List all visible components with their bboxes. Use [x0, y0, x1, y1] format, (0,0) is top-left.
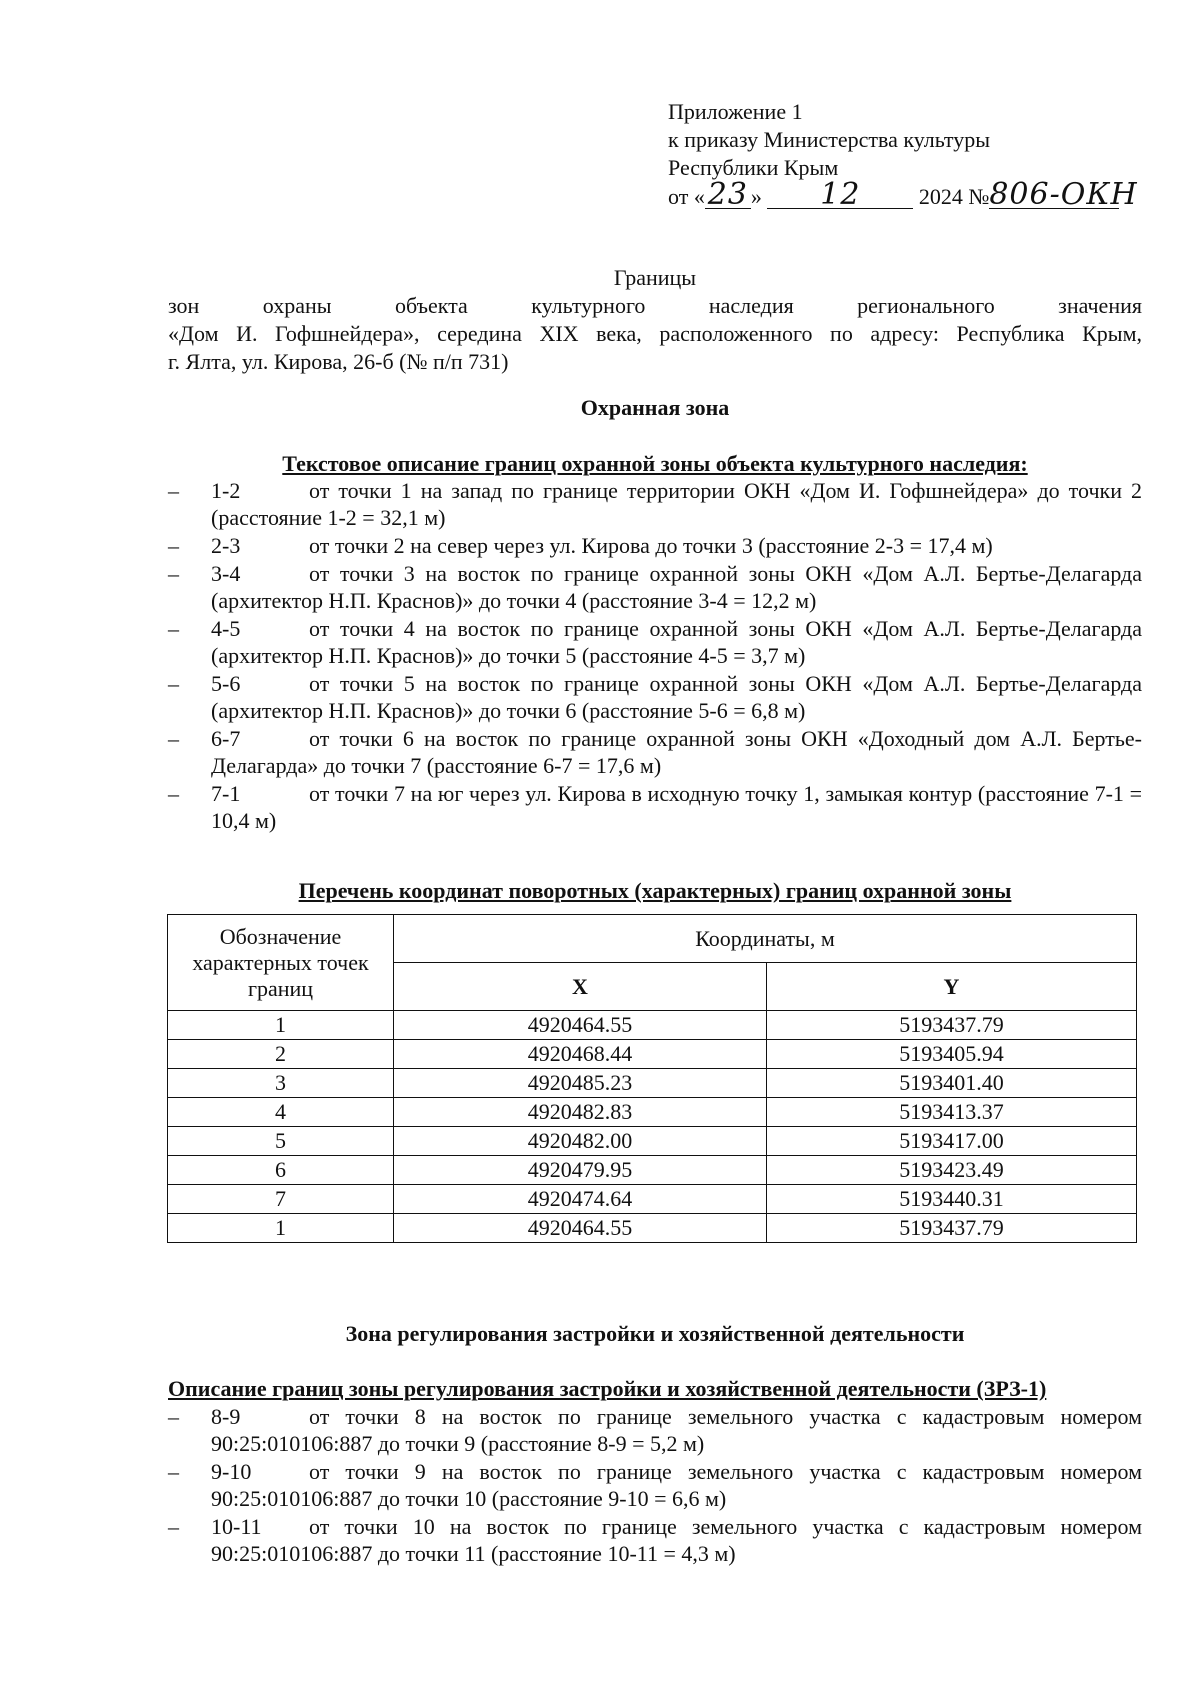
cell-point: 6	[168, 1156, 394, 1185]
protected-zone-heading: Охранная зона	[580, 395, 730, 420]
segment-code: 8-9	[211, 1404, 241, 1429]
cell-y: 5193413.37	[767, 1098, 1137, 1127]
list-item: – 1-2 от точки 1 на запад по границе территории ОКН «Дом И. Гофшнейдера» до точки 2 (расстояние 1-2 = 32,1 м)	[168, 478, 1142, 530]
cell-x: 4920482.00	[394, 1127, 767, 1156]
table-row	[168, 1040, 1137, 1069]
list-item: – 3-4 от точки 3 на восток по границе охранной зоны ОКН «Дом А.Л. Бертье-Делагарда (архитектор Н.П. Краснов)» до точки 4 (расстояние 3-4 = 12,2 м)	[168, 561, 1142, 613]
segment-code: 2-3	[211, 533, 241, 558]
regulation-zone-heading: Зона регулирования застройки и хозяйственной деятельности	[345, 1321, 965, 1346]
segment-text: от точки 4 на восток по границе охранной зоны ОКН «Дом А.Л. Бертье-Делагарда (архитектор Н.П. Краснов)» до точки 5 (расстояние 4-5 = 3,7 м)	[211, 616, 1142, 668]
cell-y: 5193401.40	[767, 1069, 1137, 1098]
list-item: – 7-1 от точки 7 на юг через ул. Кирова в исходную точку 1, замыкая контур (расстояние 7-1 = 10,4 м)	[168, 781, 1142, 833]
title-line-3: «Дом И. Гофшнейдера», середина XIX века, расположенного по адресу: Республика Крым,	[168, 321, 1142, 346]
segment-text: от точки 7 на юг через ул. Кирова в исходную точку 1, замыкая контур (расстояние 7-1 = 10,4 м)	[211, 781, 1142, 833]
date-mid: »	[750, 184, 762, 209]
title-line-2: зон охраны объекта культурного наследия регионального значения	[168, 293, 1142, 318]
date-day: 23	[705, 182, 751, 209]
list-item: – 5-6 от точки 5 на восток по границе охранной зоны ОКН «Дом А.Л. Бертье-Делагарда (архитектор Н.П. Краснов)» до точки 6 (расстояние 5-6 = 6,8 м)	[168, 671, 1142, 723]
cell-point: 1	[168, 1214, 394, 1243]
segment-text: от точки 6 на восток по границе охранной зоны ОКН «Доходный дом А.Л. Бертье-Делагарда» до точки 7 (расстояние 6-7 = 17,6 м)	[211, 726, 1142, 778]
coordinates-table	[167, 914, 1137, 1243]
date-month: 12	[767, 182, 913, 209]
cell-point: 2	[168, 1040, 394, 1069]
list-item: – 2-3 от точки 2 на север через ул. Кирова до точки 3 (расстояние 2-3 = 17,4 м)	[168, 533, 993, 558]
segment-text: от точки 1 на запад по границе территории ОКН «Дом И. Гофшнейдера» до точки 2 (расстояние 1-2 = 32,1 м)	[211, 478, 1142, 530]
cell-x: 4920464.55	[394, 1214, 767, 1243]
cell-y: 5193423.49	[767, 1156, 1137, 1185]
segment-text: от точки 9 на восток по границе земельного участка с кадастровым номером 90:25:010106:887 до точки 10 (расстояние 9-10 = 6,6 м)	[211, 1459, 1142, 1511]
cell-x: 4920464.55	[394, 1011, 767, 1040]
cell-y: 5193440.31	[767, 1185, 1137, 1214]
segment-text: от точки 8 на восток по границе земельного участка с кадастровым номером 90:25:010106:887 до точки 9 (расстояние 8-9 = 5,2 м)	[211, 1404, 1142, 1456]
coordinates-table-heading: Перечень координат поворотных (характерных) границ охранной зоны	[298, 878, 1012, 903]
segment-code: 1-2	[211, 478, 241, 503]
table-row	[168, 1214, 1137, 1243]
regulation-zone-list	[168, 1403, 1142, 1568]
cell-point: 1	[168, 1011, 394, 1040]
table-header-coordinates: Координаты, м	[394, 915, 1137, 963]
cell-x: 4920479.95	[394, 1156, 767, 1185]
cell-x: 4920485.23	[394, 1069, 767, 1098]
list-item: – 4-5 от точки 4 на восток по границе охранной зоны ОКН «Дом А.Л. Бертье-Делагарда (архитектор Н.П. Краснов)» до точки 5 (расстояние 4-5 = 3,7 м)	[168, 616, 1142, 668]
table-row	[168, 1098, 1137, 1127]
list-item: – 6-7 от точки 6 на восток по границе охранной зоны ОКН «Доходный дом А.Л. Бертье-Делагарда» до точки 7 (расстояние 6-7 = 17,6 м)	[168, 726, 1142, 778]
table-row	[168, 1011, 1137, 1040]
list-item: – 9-10 от точки 9 на восток по границе земельного участка с кадастровым номером 90:25:010106:887 до точки 10 (расстояние 9-10 = 6,6 м)	[168, 1459, 1142, 1511]
annex-line-2: к приказу Министерства культуры	[668, 127, 991, 152]
cell-y: 5193437.79	[767, 1214, 1137, 1243]
annex-header	[668, 98, 1138, 210]
year-number-prefix: 2024 №	[918, 184, 990, 209]
annex-line-3: Республики Крым	[668, 155, 839, 180]
segment-code: 6-7	[211, 726, 241, 751]
protected-zone-text-heading: Текстовое описание границ охранной зоны объекта культурного наследия:	[282, 451, 1028, 476]
cell-x: 4920474.64	[394, 1185, 767, 1214]
table-header-y: Y	[767, 963, 1137, 1011]
segment-code: 4-5	[211, 616, 241, 641]
table-row	[168, 1156, 1137, 1185]
cell-x: 4920468.44	[394, 1040, 767, 1069]
table-header-points: Обозначение характерных точек границ	[168, 915, 394, 1011]
title-line-1: Границы	[613, 265, 697, 290]
protected-zone-list	[168, 477, 1142, 835]
table-row	[168, 1127, 1137, 1156]
segment-text: от точки 3 на восток по границе охранной зоны ОКН «Дом А.Л. Бертье-Делагарда (архитектор Н.П. Краснов)» до точки 4 (расстояние 3-4 = 12,2 м)	[211, 561, 1142, 613]
list-item: – 10-11 от точки 10 на восток по границе земельного участка с кадастровым номером 90:25:010106:887 до точки 11 (расстояние 10-11 = 4,3 м)	[168, 1514, 1142, 1566]
segment-text: от точки 2 на север через ул. Кирова до точки 3 (расстояние 2-3 = 17,4 м)	[309, 533, 993, 558]
segment-text: от точки 5 на восток по границе охранной зоны ОКН «Дом А.Л. Бертье-Делагарда (архитектор Н.П. Краснов)» до точки 6 (расстояние 5-6 = 6,8 м)	[211, 671, 1142, 723]
table-row	[168, 1185, 1137, 1214]
segment-code: 5-6	[211, 671, 241, 696]
date-prefix: от «	[668, 184, 705, 209]
title-line-4: г. Ялта, ул. Кирова, 26-б (№ п/п 731)	[168, 349, 509, 374]
cell-point: 7	[168, 1185, 394, 1214]
cell-point: 4	[168, 1098, 394, 1127]
cell-y: 5193405.94	[767, 1040, 1137, 1069]
cell-x: 4920482.83	[394, 1098, 767, 1127]
segment-text: от точки 10 на восток по границе земельного участка с кадастровым номером 90:25:010106:887 до точки 11 (расстояние 10-11 = 4,3 м)	[211, 1514, 1142, 1566]
document-title	[168, 264, 1142, 376]
order-number: 806-ОКН	[989, 177, 1138, 212]
segment-code: 9-10	[211, 1459, 252, 1484]
cell-point: 3	[168, 1069, 394, 1098]
segment-code: 7-1	[211, 781, 241, 806]
list-item: – 8-9 от точки 8 на восток по границе земельного участка с кадастровым номером 90:25:010106:887 до точки 9 (расстояние 8-9 = 5,2 м)	[168, 1404, 1142, 1456]
regulation-zone-text-heading: Описание границ зоны регулирования застройки и хозяйственной деятельности (ЗРЗ-1)	[168, 1376, 1047, 1401]
annex-line-1: Приложение 1	[668, 99, 803, 124]
cell-point: 5	[168, 1127, 394, 1156]
annex-date-line	[668, 177, 1138, 212]
cell-y: 5193417.00	[767, 1127, 1137, 1156]
cell-y: 5193437.79	[767, 1011, 1137, 1040]
segment-code: 10-11	[211, 1514, 262, 1539]
segment-code: 3-4	[211, 561, 241, 586]
table-header-x: X	[394, 963, 767, 1011]
table-row	[168, 1069, 1137, 1098]
